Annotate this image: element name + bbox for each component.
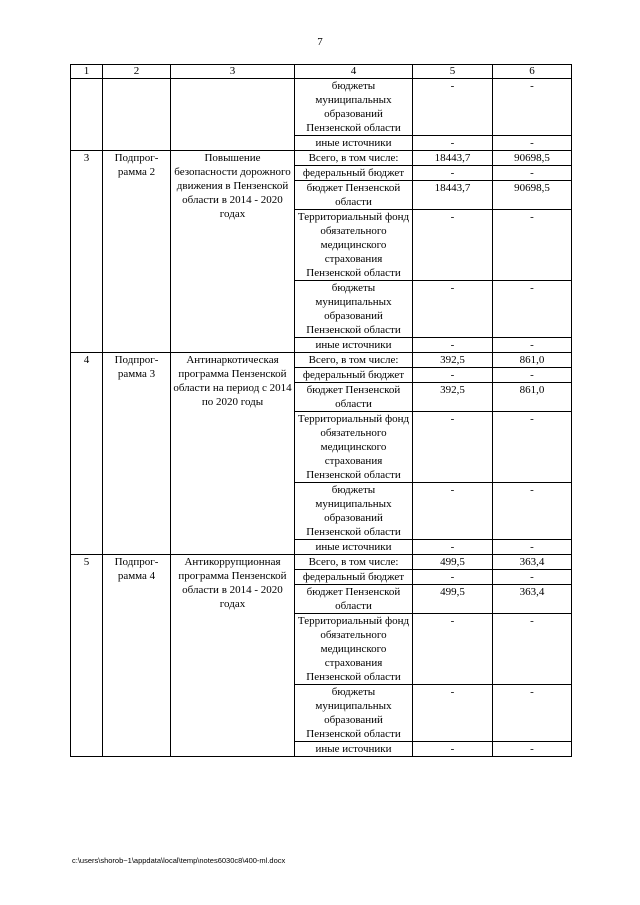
value-col5-cell: - [413,570,493,585]
row-number-cell: 4 [71,353,103,555]
value-col6-cell: 861,0 [493,383,572,412]
table-row [71,555,572,570]
value-col5-cell: 499,5 [413,555,493,570]
funding-source-cell: иные источники [295,136,413,151]
funding-source-cell: бюджет Пензенской области [295,383,413,412]
table-body [71,65,572,757]
value-col5-cell: - [413,540,493,555]
funding-source-cell: бюджеты муниципальных образований Пензенской области [295,281,413,338]
value-col5-cell: 499,5 [413,585,493,614]
value-col5-cell: - [413,483,493,540]
table-row [71,151,572,166]
funding-source-cell: иные источники [295,338,413,353]
funding-source-cell: федеральный бюджет [295,166,413,181]
value-col5-cell: - [413,685,493,742]
value-col5-cell: - [413,614,493,685]
funding-source-cell: бюджет Пензенской области [295,585,413,614]
value-col6-cell: - [493,368,572,383]
funding-source-cell: Территориальный фонд обязательного медицинского страхования Пензенской области [295,614,413,685]
value-col6-cell: - [493,742,572,757]
funding-source-cell: Всего, в том числе: [295,353,413,368]
column-header: 3 [171,65,295,79]
value-col6-cell: - [493,685,572,742]
column-header: 2 [103,65,171,79]
table-row [71,79,572,136]
value-col5-cell: - [413,166,493,181]
value-col6-cell: - [493,614,572,685]
subprogram-title-cell: Повышение безопасности дорожного движения в Пензенской области в 2014 - 2020 годах [171,151,295,353]
row-number-cell: 5 [71,555,103,757]
funding-source-cell: бюджеты муниципальных образований Пензенской области [295,685,413,742]
value-col5-cell: 392,5 [413,383,493,412]
value-col5-cell: - [413,136,493,151]
subprogram-title-cell [171,79,295,151]
value-col5-cell: - [413,281,493,338]
funding-source-cell: Территориальный фонд обязательного медицинского страхования Пензенской области [295,210,413,281]
value-col6-cell: - [493,210,572,281]
value-col5-cell: 392,5 [413,353,493,368]
value-col5-cell: - [413,412,493,483]
subprogram-name-cell: Подпрог-рамма 3 [103,353,171,555]
table-row [71,353,572,368]
row-number-cell: 3 [71,151,103,353]
subprogram-name-cell: Подпрог-рамма 4 [103,555,171,757]
value-col6-cell: 363,4 [493,555,572,570]
subprogram-title-cell: Антинаркотическая программа Пензенской области на период с 2014 по 2020 годы [171,353,295,555]
value-col6-cell: - [493,79,572,136]
funding-source-cell: бюджет Пензенской области [295,181,413,210]
column-header-row [71,65,572,79]
row-number-cell [71,79,103,151]
value-col6-cell: - [493,570,572,585]
file-path-footer: c:\users\shorob~1\appdata\local\temp\notes6030c8\400-ml.docx [72,856,286,865]
page-number: 7 [317,36,323,48]
subprogram-name-cell: Подпрог-рамма 2 [103,151,171,353]
value-col5-cell: - [413,210,493,281]
column-header: 6 [493,65,572,79]
funding-source-cell: федеральный бюджет [295,368,413,383]
value-col6-cell: - [493,166,572,181]
column-header: 5 [413,65,493,79]
column-header: 4 [295,65,413,79]
value-col5-cell: - [413,742,493,757]
value-col6-cell: 90698,5 [493,181,572,210]
funding-source-cell: Всего, в том числе: [295,555,413,570]
value-col6-cell: - [493,281,572,338]
value-col5-cell: 18443,7 [413,151,493,166]
funding-source-cell: бюджеты муниципальных образований Пензенской области [295,483,413,540]
funding-source-cell: иные источники [295,742,413,757]
funding-table [70,64,572,757]
value-col6-cell: - [493,338,572,353]
value-col6-cell: 861,0 [493,353,572,368]
column-header: 1 [71,65,103,79]
value-col5-cell: - [413,368,493,383]
funding-source-cell: Всего, в том числе: [295,151,413,166]
funding-source-cell: Территориальный фонд обязательного медицинского страхования Пензенской области [295,412,413,483]
value-col6-cell: 363,4 [493,585,572,614]
value-col5-cell: 18443,7 [413,181,493,210]
value-col6-cell: - [493,540,572,555]
value-col6-cell: - [493,412,572,483]
funding-source-cell: иные источники [295,540,413,555]
funding-source-cell: бюджеты муниципальных образований Пензенской области [295,79,413,136]
value-col5-cell: - [413,79,493,136]
value-col5-cell: - [413,338,493,353]
subprogram-title-cell: Антикоррупционная программа Пензенской области в 2014 - 2020 годах [171,555,295,757]
subprogram-name-cell [103,79,171,151]
value-col6-cell: 90698,5 [493,151,572,166]
funding-source-cell: федеральный бюджет [295,570,413,585]
value-col6-cell: - [493,483,572,540]
value-col6-cell: - [493,136,572,151]
